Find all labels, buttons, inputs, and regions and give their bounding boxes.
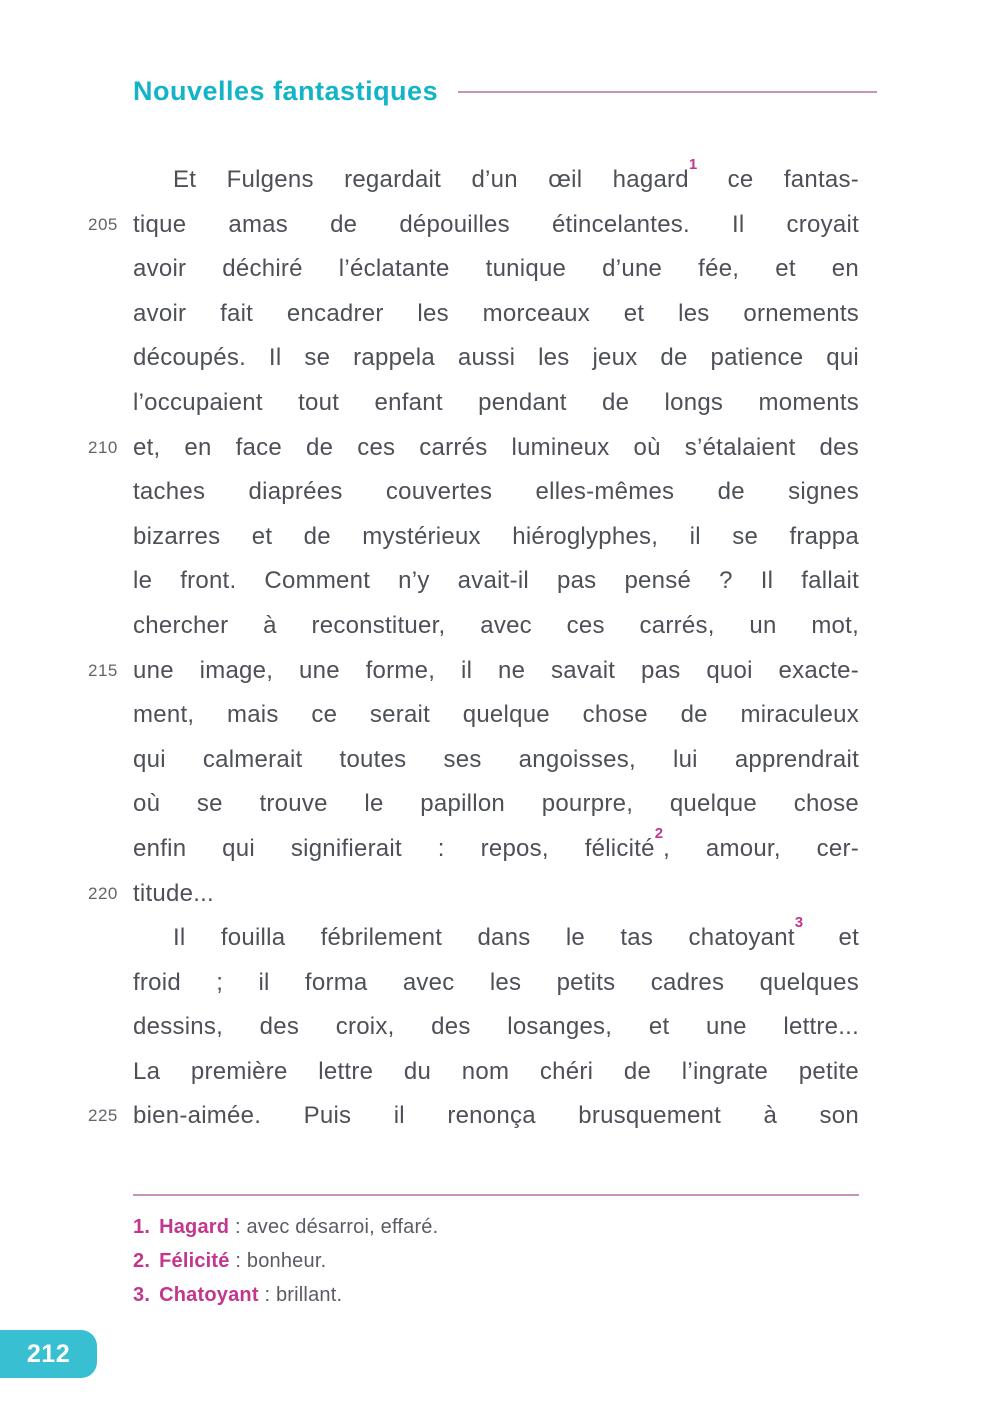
text-segment: ce fantas- [697,166,859,193]
text-line [133,470,859,515]
text-segment: La première lettre du nom chéri de l’ingrate petite [133,1057,859,1085]
text-segment: enfin qui signifierait : repos, félicité [133,834,655,862]
text-segment: ment, mais ce serait quelque chose de miraculeux [133,701,859,729]
footnote-term: Hagard [159,1216,230,1238]
line-number: 225 [88,1106,118,1126]
text-line [133,916,859,961]
text-line [133,961,859,1006]
header-rule [458,91,877,93]
text-line [133,336,859,381]
footnote [133,1278,859,1312]
footnote-definition: : brillant. [258,1284,343,1306]
text-line [133,292,859,337]
text-segment: où se trouve le papillon pourpre, quelque chose [133,790,859,818]
footnote-term: Félicité [159,1250,230,1272]
text-segment: bien-aimée. Puis il renonça brusquement à son [133,1102,859,1130]
text-segment: chercher à reconstituer, avec ces carrés, un mot, [133,611,859,639]
page-number: 212 [26,1339,71,1368]
text-line [88,649,859,694]
text-segment: qui calmerait toutes ses angoisses, lui apprendrait [133,745,859,773]
footnote-marker: 1 [688,156,698,173]
text-segment: l’occupaient tout enfant pendant de longs moments [133,388,859,416]
text-line [133,604,859,649]
line-number: 220 [88,883,118,903]
text-segment: froid ; il forma avec les petits cadres quelques [133,968,859,996]
text-segment: Il fouilla fébrilement dans le tas chatoyant [173,924,795,952]
text-line [133,515,859,560]
text-line [133,693,859,738]
footnote-term: Chatoyant [159,1284,259,1306]
footnotes-list [133,1210,859,1312]
text-line [88,426,859,471]
footnote-definition: : avec désarroi, effaré. [229,1216,439,1238]
text-line [133,1005,859,1050]
text-segment: bizarres et de mystérieux hiéroglyphes, il se frappa [133,522,859,550]
text-line [133,559,859,604]
text-segment: dessins, des croix, des losanges, et une lettre... [133,1013,859,1041]
section-title: Nouvelles fantastiques [133,76,439,106]
page-header [133,76,877,107]
text-line [88,1094,859,1139]
text-segment: avoir déchiré l’éclatante tunique d’une fée, et en [133,255,859,283]
text-line [133,381,859,426]
footnote-definition: : bonheur. [229,1250,327,1272]
line-number: 215 [88,660,118,680]
footnote-number: 1. [133,1216,151,1238]
text-segment: Et Fulgens regardait d’un œil hagard [173,166,689,193]
text-segment: le front. Comment n’y avait-il pas pensé ? Il fallait [133,567,859,595]
text-segment: une image, une forme, il ne savait pas quoi exacte- [133,656,859,684]
footnote [133,1244,859,1278]
page-number-badge [0,1330,97,1378]
text-line [133,738,859,783]
text-line [133,782,859,827]
footnote-rule [133,1194,859,1196]
text-segment: taches diaprées couvertes elles-mêmes de signes [133,478,859,506]
text-line [133,1050,859,1095]
text-segment: avoir fait encadrer les morceaux et les ornements [133,299,859,327]
footnote-marker: 2 [654,824,664,842]
text-line [133,158,859,203]
footnote-number: 3. [133,1284,151,1306]
footnote-marker: 3 [794,914,804,932]
text-line [133,824,859,872]
text-line [88,203,859,248]
footnote-number: 2. [133,1250,151,1272]
text-line [133,247,859,292]
text-segment: et [803,924,859,952]
line-number: 205 [88,214,118,234]
footnote [133,1210,859,1244]
reading-text [88,156,859,1139]
line-number: 210 [88,437,118,457]
text-segment: , amour, cer- [663,834,859,862]
text-segment: et, en face de ces carrés lumineux où s’étalaient des [133,433,859,461]
footnotes-block [133,1194,859,1312]
text-segment: tique amas de dépouilles étincelantes. Il croyait [133,210,859,238]
text-line [88,872,859,917]
text-segment: découpés. Il se rappela aussi les jeux de patience qui [133,344,859,372]
text-segment: titude... [133,879,214,907]
